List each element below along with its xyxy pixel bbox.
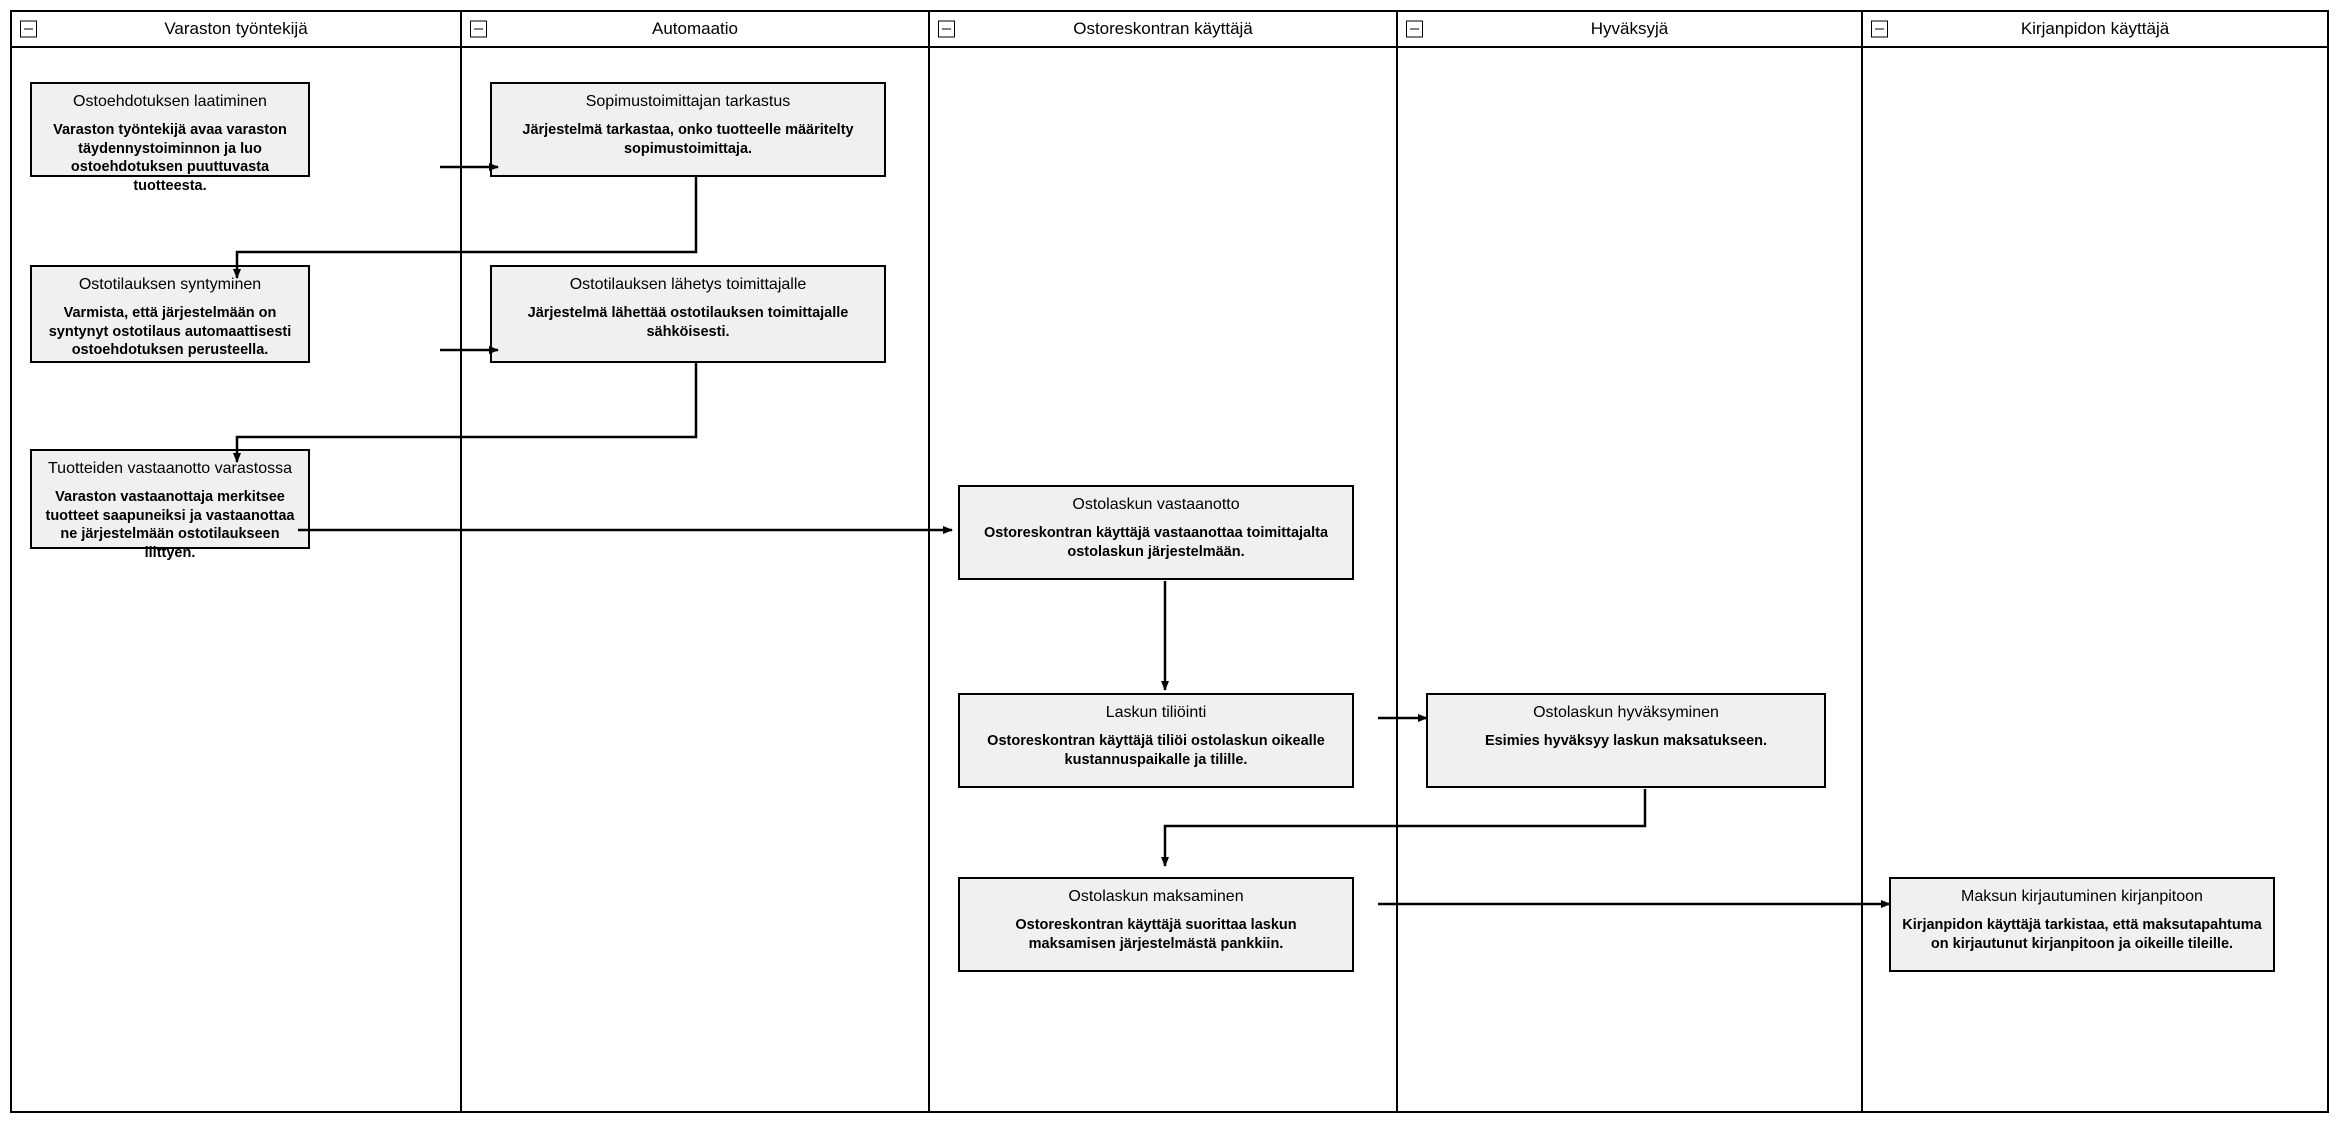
node-title: Tuotteiden vastaanotto varastossa [48,460,292,477]
node-title: Ostoehdotuksen laatiminen [73,93,267,110]
swimlane-ostoreskontran-kayttaja [930,12,1398,1111]
swimlane-kirjanpidon-kayttaja [1863,12,2327,1111]
node-title: Ostolaskun hyväksyminen [1533,704,1719,721]
swimlane-body-varaston-tyontekija [12,48,460,1111]
swimlane-header-kirjanpidon-kayttaja[interactable] [1863,12,2327,48]
swimlane-container [10,10,2329,1113]
process-node-ostotilauksen-lahetys[interactable] [490,265,886,363]
node-title: Sopimustoimittajan tarkastus [585,93,791,110]
swimlane-body-kirjanpidon-kayttaja [1863,48,2327,1111]
node-description: Kirjanpidon käyttäjä tarkistaa, että maksutapahtuma on kirjautunut kirjanpitoon ja oikeille tileille. [1902,917,2262,952]
swimlane-header-automaatio[interactable] [462,12,928,48]
node-description: Järjestelmä lähettää ostotilauksen toimittajalle sähköisesti. [527,305,849,340]
process-node-ostolaskun-maksaminen[interactable] [958,877,1354,972]
swimlane-hyvaksyja [1398,12,1863,1111]
swimlane-title: Hyväksyjä [1590,18,1669,38]
process-node-tuotteiden-vastaanotto[interactable] [30,449,310,561]
collapse-minus-icon[interactable] [470,21,487,38]
node-description: Varaston vastaanottaja merkitsee tuotteet saapuneiksi ja vastaanottaa ne järjestelmään ostotilaukseen liittyen. [45,489,295,561]
swimlane-header-ostoreskontran-kayttaja[interactable] [930,12,1396,48]
node-title: Laskun tiliöinti [1105,704,1207,721]
node-title: Ostolaskun maksaminen [1068,888,1244,905]
node-description: Varaston työntekijä avaa varaston täydennystoiminnon ja luo ostoehdotuksen puuttuvasta tuotteesta. [53,122,287,194]
swimlane-body-ostoreskontran-kayttaja [930,48,1396,1111]
process-node-laskun-tiliointi[interactable] [958,693,1354,788]
collapse-minus-icon[interactable] [1871,21,1888,38]
node-description: Varmista, että järjestelmään on syntynyt ostotilaus automaattisesti ostoehdotuksen perusteella. [48,305,292,359]
process-node-ostoehdotuksen-laatiminen[interactable] [30,82,310,194]
node-description: Ostoreskontran käyttäjä tiliöi ostolaskun oikealle kustannuspaikalle ja tilille. [987,733,1325,768]
collapse-minus-icon[interactable] [20,21,37,38]
process-node-ostotilauksen-syntyminen[interactable] [30,265,310,363]
node-description: Esimies hyväksyy laskun maksatukseen. [1484,733,1768,749]
swimlane-automaatio [462,12,930,1111]
node-description: Ostoreskontran käyttäjä suorittaa laskun maksamisen järjestelmästä pankkiin. [1015,917,1297,952]
node-title: Ostotilauksen syntyminen [78,276,262,293]
process-node-ostolaskun-vastaanotto[interactable] [958,485,1354,580]
process-node-sopimustoimittajan-tarkastus[interactable] [490,82,886,177]
swimlane-body-hyvaksyja [1398,48,1861,1111]
process-node-maksun-kirjautuminen[interactable] [1889,877,2275,972]
swimlane-title: Ostoreskontran käyttäjä [1073,18,1253,38]
swimlane-body-automaatio [462,48,928,1111]
collapse-minus-icon[interactable] [938,21,955,38]
node-title: Ostotilauksen lähetys toimittajalle [569,276,807,293]
swimlane-title: Kirjanpidon käyttäjä [2020,18,2170,38]
node-title: Maksun kirjautuminen kirjanpitoon [1961,888,2203,905]
swimlane-header-hyvaksyja[interactable] [1398,12,1861,48]
swimlane-title: Automaatio [652,18,738,38]
node-description: Ostoreskontran käyttäjä vastaanottaa toimittajalta ostolaskun järjestelmään. [983,525,1329,560]
node-title: Ostolaskun vastaanotto [1072,496,1240,513]
node-description: Järjestelmä tarkastaa, onko tuotteelle määritelty sopimustoimittaja. [522,122,854,157]
swimlane-title: Varaston työntekijä [164,18,308,38]
process-node-ostolaskun-hyvaksyminen[interactable] [1426,693,1826,788]
swimlane-header-varaston-tyontekija[interactable] [12,12,460,48]
collapse-minus-icon[interactable] [1406,21,1423,38]
swimlane-varaston-tyontekija [12,12,462,1111]
